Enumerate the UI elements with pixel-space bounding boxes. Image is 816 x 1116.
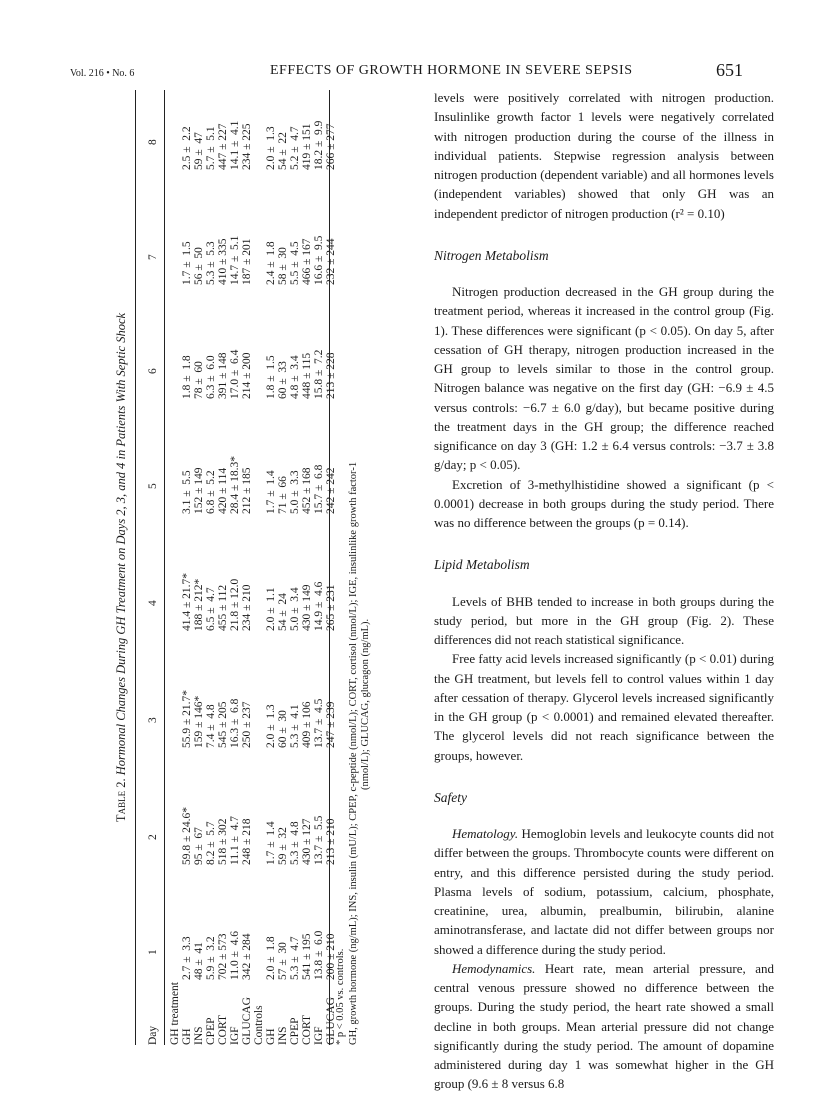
table-cell: 2.0 ± 1.8: [265, 936, 277, 980]
header-day-4: 4: [147, 600, 159, 606]
table-cell: 1.8 ± 1.5: [265, 355, 277, 399]
header-day-5: 5: [147, 483, 159, 489]
table-cell: 248 ± 218: [241, 818, 253, 865]
table-cell: 60 ± 30: [277, 710, 289, 748]
table-cell: 447 ± 227: [217, 123, 229, 170]
paragraph-intro: levels were positively correlated with nitrogen production. Insulinlike growth factor 1 levels were negatively correlated with nitrogen production during the course of the illness in individual patients. Stepwise regression analysis between nitrogen production (dependent variable) and all hormones levels (independent variables) showed that only GH was an independent predictor of nitrogen production (r² = 0.10): [434, 90, 774, 221]
table-cell: 242 ± 242: [325, 467, 337, 514]
table-cell: 234 ± 210: [241, 584, 253, 631]
table-cell: 1.7 ± 1.5: [181, 241, 193, 285]
table-cell: 2.5 ± 2.2: [181, 126, 193, 170]
table-header-rule: [164, 90, 165, 1045]
table-cell: 265 ± 231: [325, 584, 337, 631]
table-cell: 59.8 ± 24.6*: [181, 806, 193, 865]
row-label: INS: [277, 1026, 289, 1045]
table-cell: 6.5 ± 4.7: [205, 587, 217, 631]
table-cell: 3.1 ± 5.5: [181, 470, 193, 514]
group-label: Controls: [253, 1005, 265, 1045]
table-row: [241, 90, 253, 1045]
table-cell: 56 ± 50: [193, 247, 205, 285]
row-label: GH: [181, 1028, 193, 1045]
heading-nitrogen-metabolism: Nitrogen Metabolism: [434, 247, 549, 263]
table-cell: 430 ± 127: [301, 818, 313, 865]
paragraph-hemodynamics: [434, 959, 774, 1094]
table-cell: 2.0 ± 1.3: [265, 126, 277, 170]
table-cell: 152 ± 149: [193, 467, 205, 514]
table-row: [325, 90, 337, 1045]
header-day-2: 2: [147, 834, 159, 840]
table-cell: 250 ± 237: [241, 701, 253, 748]
table-title: Hormonal Changes During GH Treatment on Days 2, 3, and 4 in Patients With Septic Shock: [114, 312, 128, 776]
table-cell: 545 ± 205: [217, 701, 229, 748]
table-cell: 5.0 ± 3.4: [289, 587, 301, 631]
body-text-column: [434, 88, 774, 1094]
table-cell: 59 ± 32: [277, 827, 289, 865]
table-cell: 212 ± 185: [241, 467, 253, 514]
table-cell: 188 ± 212*: [193, 578, 205, 631]
table-cell: 21.8 ± 12.0: [229, 578, 241, 631]
volume-label: Vol. 216 • No. 6: [70, 68, 135, 79]
paragraph-lipid-2: Free fatty acid levels increased significantly (p < 0.01) during the GH treatment, but levels fell to control values within 1 day after cessation of therapy. Glycerol levels increased significantly in the GH group (p < 0.0001) and remained elevated thereafter. The glycerol levels did not reach significance between the groups, however.: [434, 651, 774, 763]
table-cell: 410 ± 335: [217, 238, 229, 285]
header-day-6: 6: [147, 368, 159, 374]
table-cell: 58 ± 30: [277, 247, 289, 285]
table-cell: 409 ± 106: [301, 701, 313, 748]
table-cell: 78 ± 60: [193, 361, 205, 399]
table-cell: 54 ± 24: [277, 593, 289, 631]
header-day-3: 3: [147, 717, 159, 723]
table-cell: 54 ± 22: [277, 132, 289, 170]
footnote-abbreviations: GH, growth hormone (ng/mL); INS, insulin (mU/L); CPEP, c-peptide (nmol/L); CORT, cortisol (nmol/L); IGE, insulinlike growth factor-1: [348, 461, 359, 1045]
table-top-rule: [135, 90, 136, 1045]
table-cell: 6.3 ± 6.0: [205, 355, 217, 399]
table-cell: 14.1 ± 4.1: [229, 120, 241, 170]
header-day-1: 1: [147, 949, 159, 955]
hemodynamics-label: Hemodynamics.: [452, 960, 536, 976]
hormone-table: [115, 90, 395, 1045]
hemodynamics-text: Heart rate, mean arterial pressure, and central venous pressure showed no difference between the groups. During the study period, the heart rate showed a small decline in both groups. Mean arterial pressure did not change significantly during the study period. The amount of dopamine administered during day 1 was somewhat higher in the GH group (9.6 ± 8 versus 6.8: [434, 960, 774, 1092]
table-row: [277, 90, 289, 1045]
table-cell: 6.8 ± 5.2: [205, 470, 217, 514]
table-cell: 60 ± 33: [277, 361, 289, 399]
table-cell: 420 ± 114: [217, 467, 229, 514]
table-row: [313, 90, 325, 1045]
table-cell: 41.4 ± 21.7*: [181, 572, 193, 631]
table-cell: 7.4 ± 4.8: [205, 704, 217, 748]
header-day-7: 7: [147, 254, 159, 260]
group-row: [169, 90, 181, 1045]
table-cell: 16.3 ± 6.8: [229, 698, 241, 748]
header-day-8: 8: [147, 139, 159, 145]
group-label: GH treatment: [169, 982, 181, 1045]
footnote-significance: * p < 0.05 vs. controls.: [335, 948, 346, 1045]
table-cell: 48 ± 41: [193, 942, 205, 980]
page-number: 651: [716, 60, 743, 80]
running-title: EFFECTS OF GROWTH HORMONE IN SEVERE SEPSIS: [270, 63, 633, 78]
table-row: [181, 90, 193, 1045]
table-header-row: [145, 90, 161, 1045]
table-cell: 342 ± 284: [241, 933, 253, 980]
hematology-text: Hemoglobin levels and leukocyte counts did not differ between the groups. Thrombocyte counts were different on entry, and this difference persisted during the study period. Plasma levels of sodium, potassium, calcium, phosphate, creatinine, urea, albumin, prealbumin, bilirubin, alanine aminotransferase, and lactate did not differ between groups nor showed a difference during the study period.: [434, 826, 774, 957]
table-cell: 2.0 ± 1.3: [265, 704, 277, 748]
table-cell: 455 ± 112: [217, 584, 229, 631]
table-cell: 1.8 ± 1.8: [181, 355, 193, 399]
table-cell: 28.4 ± 18.3*: [229, 455, 241, 514]
table-cell: 95 ± 67: [193, 827, 205, 865]
row-label: GLUCAG: [241, 997, 253, 1045]
table-row: [265, 90, 277, 1045]
table-cell: 15.8 ± 7.2: [313, 349, 325, 399]
table-cell: 466 ± 167: [301, 238, 313, 285]
table-cell: 2.7 ± 3.3: [181, 936, 193, 980]
table-cell: 702 ± 573: [217, 933, 229, 980]
table-cell: 266 ± 277: [325, 123, 337, 170]
row-label: GLUCAG: [325, 997, 337, 1045]
table-cell: 11.1 ± 4.7: [229, 815, 241, 865]
row-label: CORT: [217, 1015, 229, 1045]
table-cell: 13.7 ± 5.5: [313, 815, 325, 865]
table-label: Table 2.: [114, 778, 128, 823]
table-cell: 187 ± 201: [241, 238, 253, 285]
table-cell: 71 ± 66: [277, 476, 289, 514]
table-cell: 5.5 ± 4.5: [289, 241, 301, 285]
table-cell: 8.2 ± 5.7: [205, 821, 217, 865]
table-cell: 247 ± 239: [325, 701, 337, 748]
hematology-label: Hematology.: [452, 826, 519, 841]
table-cell: 213 ± 228: [325, 352, 337, 399]
row-label: IGF: [229, 1026, 241, 1045]
table-bottom-rule: [329, 90, 330, 1045]
row-label: CORT: [301, 1015, 313, 1045]
group-row: [253, 90, 265, 1045]
row-label: INS: [193, 1026, 205, 1045]
table-row: [193, 90, 205, 1045]
table-cell: 541 ± 195: [301, 933, 313, 980]
paragraph-hematology: [434, 824, 774, 959]
table-row: [301, 90, 313, 1045]
table-cell: 2.4 ± 1.8: [265, 241, 277, 285]
table-row: [217, 90, 229, 1045]
table-cell: 5.9 ± 3.2: [205, 936, 217, 980]
table-cell: 4.8 ± 3.4: [289, 355, 301, 399]
table-cell: 159 ± 146*: [193, 695, 205, 748]
table-cell: 55.9 ± 21.7*: [181, 689, 193, 748]
row-label: IGF: [313, 1026, 325, 1045]
table-cell: 200 ± 210: [325, 933, 337, 980]
table-row: [229, 90, 241, 1045]
table-cell: 5.0 ± 3.3: [289, 470, 301, 514]
table-cell: 5.2 ± 4.7: [289, 126, 301, 170]
table-cell: 1.7 ± 1.4: [265, 470, 277, 514]
table-caption: [115, 90, 127, 1045]
table-cell: 448 ± 115: [301, 352, 313, 399]
row-label: GH: [265, 1028, 277, 1045]
table-row: [205, 90, 217, 1045]
table-cell: 59 ± 47: [193, 132, 205, 170]
table-cell: 213 ± 210: [325, 818, 337, 865]
table-cell: 14.9 ± 4.6: [313, 581, 325, 631]
table-row: [289, 90, 301, 1045]
paragraph-lipid-1: Levels of BHB tended to increase in both groups during the study period, but more in the GH group (Fig. 2). These differences did not reach statistical significance.: [434, 593, 774, 647]
table-cell: 57 ± 30: [277, 942, 289, 980]
table-cell: 214 ± 200: [241, 352, 253, 399]
table-cell: 5.3 ± 4.8: [289, 821, 301, 865]
table-cell: 14.7 ± 5.1: [229, 235, 241, 285]
table-cell: 16.6 ± 9.5: [313, 235, 325, 285]
table-cell: 5.3 ± 4.7: [289, 936, 301, 980]
table-cell: 17.0 ± 6.4: [229, 349, 241, 399]
table-cell: 15.7 ± 6.8: [313, 464, 325, 514]
table-cell: 13.7 ± 4.5: [313, 698, 325, 748]
table-cell: 234 ± 225: [241, 123, 253, 170]
footnote-abbreviations-cont: (nmol/L); GLUCAG, glucagon (ng/mL).: [360, 618, 371, 790]
table-cell: 13.8 ± 6.0: [313, 930, 325, 980]
table-cell: 5.3 ± 5.3: [205, 241, 217, 285]
table-cell: 419 ± 151: [301, 123, 313, 170]
table-cell: 5.3 ± 4.1: [289, 704, 301, 748]
table-cell: 452 ± 168: [301, 467, 313, 514]
table-cell: 518 ± 302: [217, 818, 229, 865]
paragraph-nitrogen-2: Excretion of 3-methylhistidine showed a significant (p < 0.0001) decrease in both groups during the study period. There was no difference between the groups (p = 0.14).: [434, 476, 774, 530]
table-cell: 1.7 ± 1.4: [265, 821, 277, 865]
table-cell: 18.2 ± 9.9: [313, 120, 325, 170]
table-cell: 391 ± 148: [217, 352, 229, 399]
table-cell: 11.0 ± 4.6: [229, 930, 241, 980]
row-label: CPEP: [205, 1017, 217, 1045]
table-cell: 5.7 ± 5.1: [205, 126, 217, 170]
table-cell: 232 ± 244: [325, 238, 337, 285]
header-day: Day: [147, 1025, 159, 1045]
table-cell: 2.0 ± 1.1: [265, 587, 277, 631]
heading-safety: Safety: [434, 789, 467, 805]
table-cell: 430 ± 149: [301, 584, 313, 631]
heading-lipid-metabolism: Lipid Metabolism: [434, 557, 530, 573]
row-label: CPEP: [289, 1017, 301, 1045]
paragraph-nitrogen-1: Nitrogen production decreased in the GH group during the treatment period, whereas it increased in the control group (Fig. 1). These differences were significant (p < 0.05). On day 5, after cessation of GH therapy, nitrogen production increased in the GH group to levels similar to those in the control group. Nitrogen balance was negative on the first day (GH: −6.9 ± 4.5 versus controls: −6.7 ± 6.0 g/day), but became positive during the treatment days in the GH group; the difference reached significance on day 3 (GH: 1.2 ± 6.4 versus controls: −3.7 ± 3.8 g/day; p < 0.05).: [434, 284, 774, 473]
